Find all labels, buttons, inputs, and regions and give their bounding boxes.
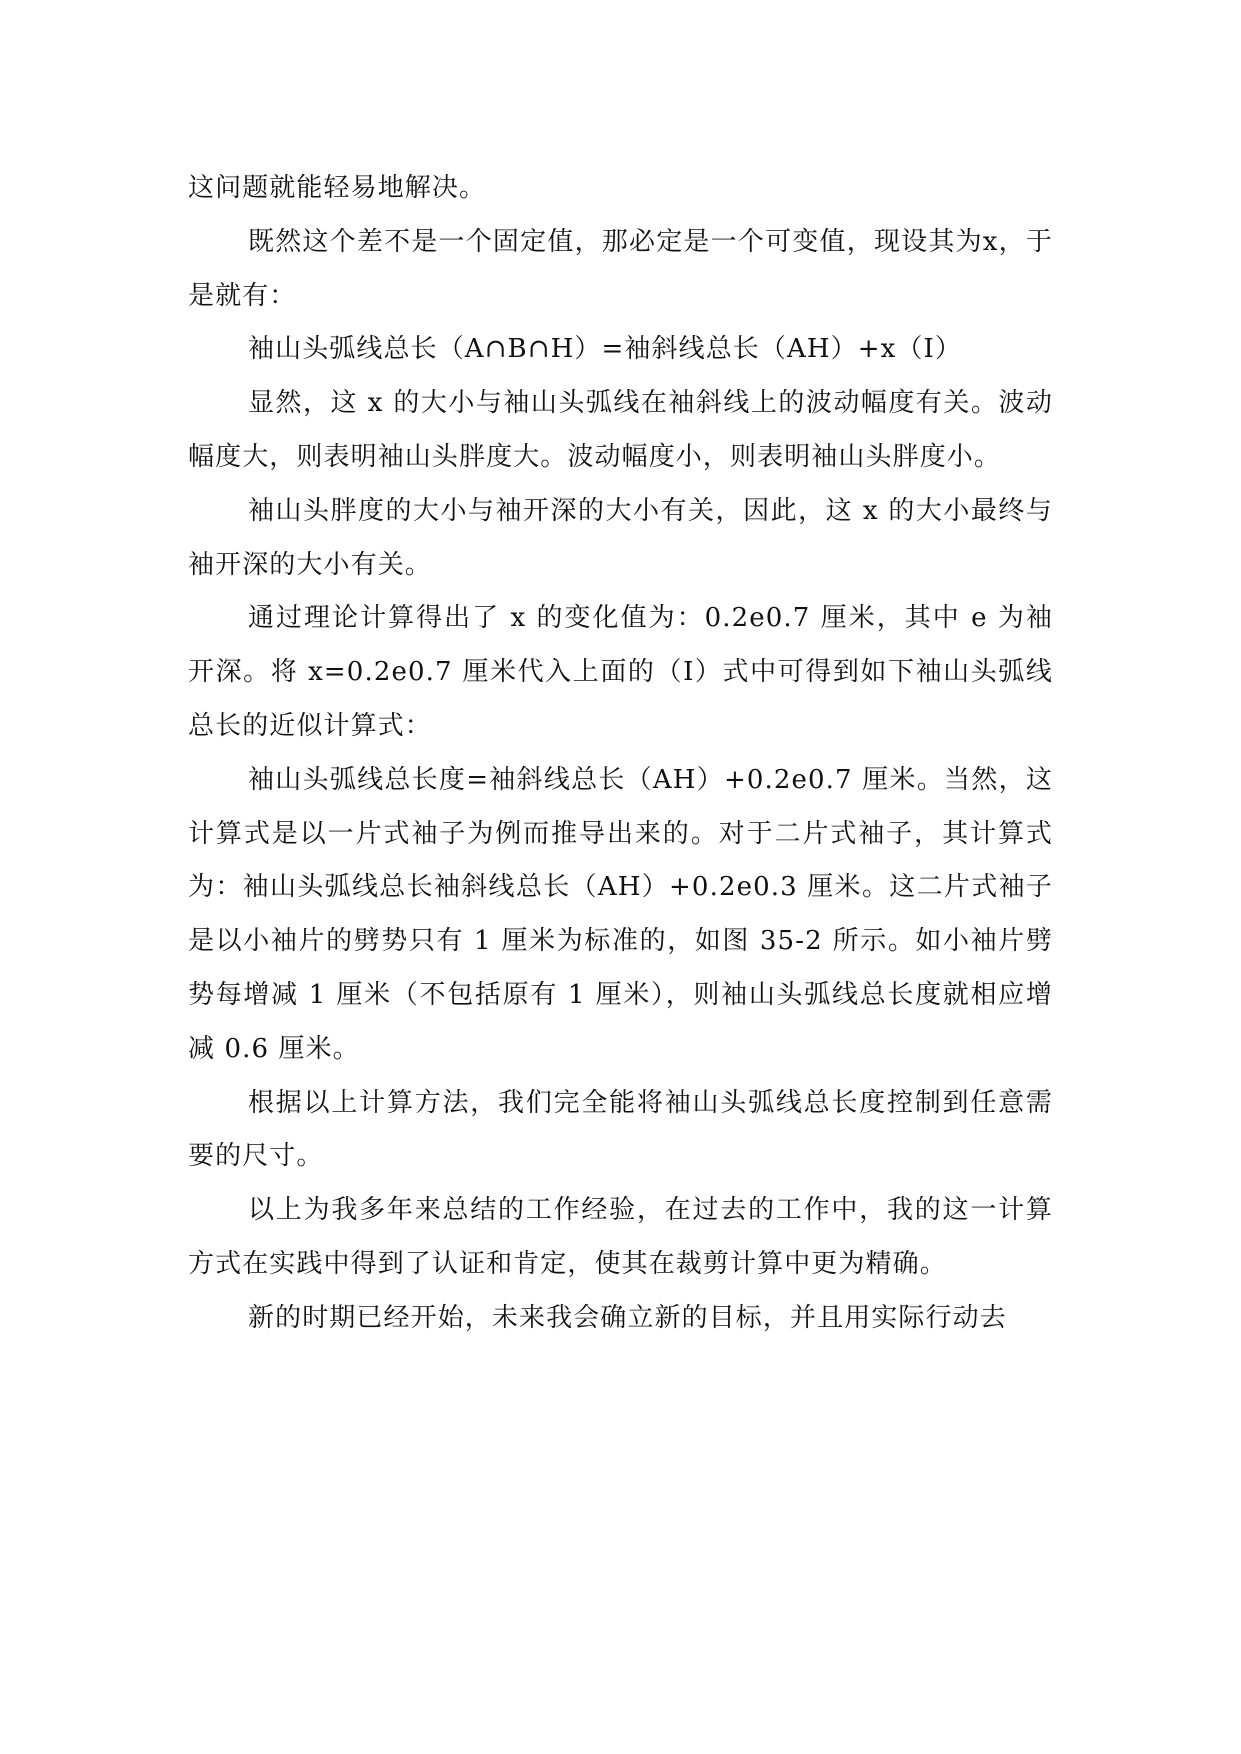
- document-page: [188, 162, 1053, 1346]
- formula-paragraph: 袖山头弧线总长（A∩B∩H）=袖斜线总长（AH）+x（I）: [248, 334, 962, 365]
- paragraph: 显然，这 x 的大小与袖山头弧线在袖斜线上的波动幅度有关。波动幅度大，则表明袖山头胖度大。波动幅度小，则表明袖山头胖度小。: [188, 388, 1053, 472]
- paragraph: 袖山头胖度的大小与袖开深的大小有关，因此，这 x 的大小最终与袖开深的大小有关。: [188, 495, 1053, 580]
- paragraph-continuation: 这问题就能轻易地解决。: [188, 173, 487, 203]
- paragraph: 通过理论计算得出了 x 的变化值为：0.2e0.7 厘米，其中 e 为袖开深。将 x=0.2e0.7 厘米代入上面的（I）式中可得到如下袖山头弧线总长的近似计算式：: [188, 603, 1053, 741]
- paragraph: 根据以上计算方法，我们完全能将袖山头弧线总长度控制到任意需要的尺寸。: [188, 1087, 1053, 1172]
- paragraph: 以上为我多年来总结的工作经验，在过去的工作中，我的这一计算方式在实践中得到了认证和肯定，使其在裁剪计算中更为精确。: [188, 1195, 1053, 1279]
- paragraph: 新的时期已经开始，未来我会确立新的目标，并且用实际行动去: [248, 1302, 1007, 1333]
- paragraph: 袖山头弧线总长度=袖斜线总长（AH）+0.2e0.7 厘米。当然，这计算式是以一片式袖子为例而推导出来的。对于二片式袖子，其计算式为：袖山头弧线总长袖斜线总长（AH）+0.2e0.3 厘米。这二片式袖子是以小袖片的劈势只有 1 厘米为标准的，如图 35-2 所示。如小袖片劈势每增减 1 厘米（不包括原有 1 厘米），则袖山头弧线总长度就相应增减 0.6 厘米。: [188, 764, 1053, 1064]
- paragraph: 既然这个差不是一个固定值，那必定是一个可变值，现设其为x，于是就有：: [188, 226, 1053, 311]
